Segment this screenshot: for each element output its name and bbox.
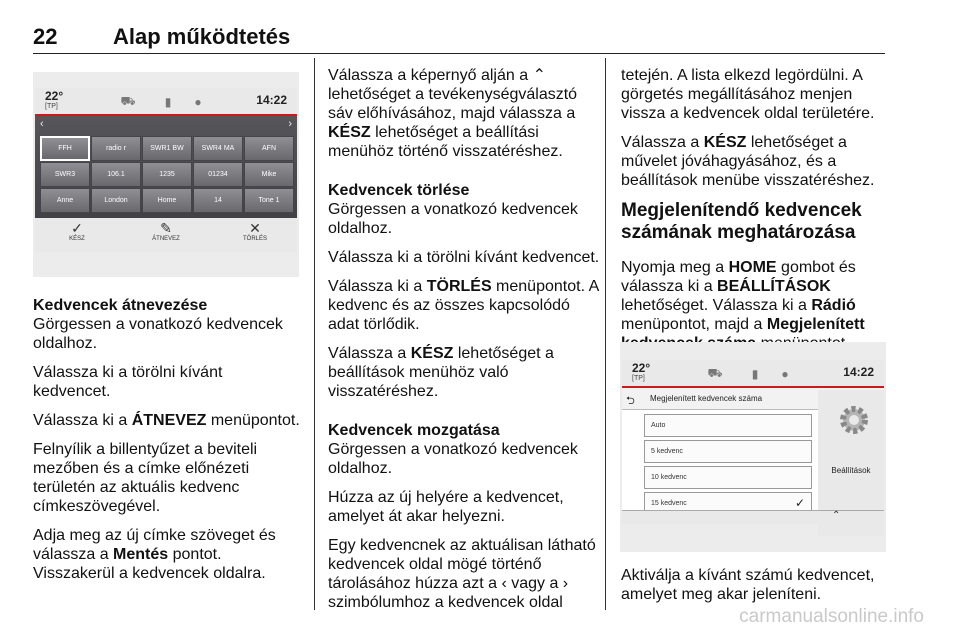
delete-button[interactable] (225, 220, 285, 242)
watermark: carmanualsonline.info (739, 606, 924, 627)
audio-source-icon: ● (781, 367, 789, 381)
favourite-button[interactable]: radio r (91, 136, 141, 161)
navigation-icon: ⛟ (120, 94, 136, 108)
audio-source-icon: ● (194, 95, 202, 109)
heading-favourites-count: Megjelenítendő kedvencek számának meghatározása (621, 200, 862, 243)
delete-label: TÖRLÉS (242, 236, 267, 242)
phone-icon: ▮ (751, 367, 759, 381)
heading-move: Kedvencek mozgatása (328, 422, 500, 439)
chevron-up-icon: ⌃ (832, 510, 841, 521)
menu-item-delete: TÖRLÉS (426, 278, 492, 295)
temperature: 22° (632, 361, 651, 375)
paragraph: Egy kedvencnek az aktuálisan látható kedvencek oldal mögé történő tárolásához húzza azt a ‹ vagy a › szimbólumhoz a kedvencek oldal (328, 537, 596, 611)
favourite-button[interactable]: Anne (40, 188, 90, 213)
paragraph: Nyomja meg a HOME gombot és válassza ki a BEÁLLÍTÁSOK lehetőséget. Válassza ki a Rádió menüpontot, majd a Megjelenített (621, 259, 865, 333)
menu-item-save: Mentés (113, 546, 169, 563)
paragraph: Visszakerül a kedvencek oldalra. (33, 565, 266, 582)
paragraph: Válassza a képernyő alján a ⌃ lehetőséget a tevékenységválasztó sáv előhívásához, majd válassza a KÉSZ lehetőséget a beállítási menühöz történő visszatéréshez. (328, 67, 578, 160)
status-bar (622, 360, 884, 388)
favourite-button[interactable]: Tone 1 (244, 188, 294, 213)
chevron-right-icon[interactable]: › (288, 118, 292, 130)
page-nav (35, 118, 297, 132)
column-divider (605, 58, 606, 610)
heading-rename: Kedvencek átnevezése (33, 297, 208, 314)
paragraph: Húzza az új helyére a kedvencet, amelyet át akar helyezni. (328, 489, 564, 525)
favourite-button[interactable]: SWR1 BW (142, 136, 192, 161)
favourite-button[interactable]: Mike (244, 162, 294, 187)
tp-indicator: [TP] (632, 375, 645, 382)
column-3 (621, 66, 889, 363)
menu-item-done: KÉSZ (410, 345, 454, 362)
favourite-button[interactable]: 01234 (193, 162, 243, 187)
column-divider (314, 58, 315, 610)
phone-icon: ▮ (164, 95, 172, 109)
favourite-button[interactable]: SWR3 (40, 162, 90, 187)
paragraph: Görgessen a vonatkozó kedvencek oldalhoz. (328, 201, 578, 237)
screenshot-favourites-count (622, 360, 884, 524)
favourite-button[interactable]: AFN (244, 136, 294, 161)
status-bar (35, 88, 297, 116)
list-item[interactable]: 15 kedvenc ✓ (644, 492, 812, 515)
paragraph: Görgessen a vonatkozó kedvencek oldalhoz. (328, 441, 578, 477)
paragraph: Adja meg az új címke szöveget és válassza a Mentés pontot. (33, 527, 276, 563)
rename-button[interactable] (136, 220, 196, 242)
paragraph: Válassza ki a ÁTNEVEZ menüpontot. (33, 412, 300, 429)
paragraph: tetején. A lista elkezd legördülni. A görgetés megállításához menjen vissza a kedvencek oldal területére. (621, 67, 875, 122)
menu-item-rename: ÁTNEVEZ (131, 412, 207, 429)
pencil-icon: ✎ (160, 220, 172, 236)
favourite-button[interactable]: FFH (40, 136, 90, 161)
checkmark-icon: ✓ (794, 496, 805, 510)
navigation-icon: ⛟ (707, 366, 723, 380)
chevron-left-icon: ‹ (501, 575, 507, 592)
list-item[interactable]: 10 kedvenc (644, 466, 812, 489)
done-label: KÉSZ (69, 236, 85, 242)
settings-label: Beállítások (831, 466, 871, 475)
action-bar (35, 218, 297, 252)
favourite-button[interactable]: London (91, 188, 141, 213)
clock: 14:22 (256, 93, 287, 107)
favourite-button[interactable]: SWR4 MA (193, 136, 243, 161)
screenshot-favourites-edit (35, 88, 297, 252)
menu-item-done: KÉSZ (328, 124, 371, 141)
paragraph: Aktiválja a kívánt számú kedvencet, amelyet meg akar jeleníteni. (621, 567, 875, 603)
favourite-button[interactable]: 106.1 (91, 162, 141, 187)
menu-item-done: KÉSZ (703, 134, 747, 151)
favourite-button[interactable]: 14 (193, 188, 243, 213)
close-icon: ✕ (249, 220, 261, 236)
paragraph: Válassza a KÉSZ lehetőséget a művelet jóváhagyásához, és a beállítások menübe visszatéréshez. (621, 134, 875, 189)
page-header (33, 24, 885, 54)
back-icon[interactable]: ⮌ (626, 395, 635, 407)
paragraph: Válassza ki a törölni kívánt kedvencet. (328, 249, 600, 266)
list-item[interactable]: Auto (644, 414, 812, 437)
chevron-left-icon[interactable]: ‹ (40, 118, 44, 130)
chevron-up-icon: ⌃ (532, 67, 546, 84)
temperature: 22° (45, 89, 64, 103)
list-title: Megjelenített kedvencek száma (650, 394, 763, 403)
gear-icon (836, 402, 872, 438)
chevron-right-icon: › (562, 575, 569, 592)
clock: 14:22 (843, 365, 874, 379)
column-1 (33, 296, 303, 593)
activity-bar-toggle[interactable] (622, 510, 884, 524)
checkmark-icon: ✓ (71, 220, 83, 236)
tp-indicator: [TP] (45, 103, 58, 110)
paragraph: Felnyílik a billentyűzet a beviteli mezőben és a címke előnézeti területén az aktuális kedvenc címkeszövegével. (33, 441, 258, 515)
page-title: Alap működtetés (113, 24, 291, 49)
paragraph: Görgessen a vonatkozó kedvencek oldalhoz. (33, 316, 283, 352)
done-button[interactable] (47, 220, 107, 242)
paragraph: Válassza ki a TÖRLÉS menüpontot. A kedvenc és az összes kapcsolódó adat törlődik. (328, 278, 599, 333)
paragraph: Válassza a KÉSZ lehetőséget a beállítások menühöz való visszatéréshez. (328, 345, 554, 400)
list-item[interactable]: 5 kedvenc (644, 440, 812, 463)
page-number: 22 (33, 24, 58, 49)
favourite-button[interactable]: 1235 (142, 162, 192, 187)
column-2 (328, 66, 602, 622)
heading-delete: Kedvencek törlése (328, 182, 470, 199)
favourite-button[interactable]: Home (142, 188, 192, 213)
paragraph: Válassza ki a törölni kívánt kedvencet. (33, 364, 223, 400)
rename-label: ÁTNEVEZ (152, 236, 180, 242)
